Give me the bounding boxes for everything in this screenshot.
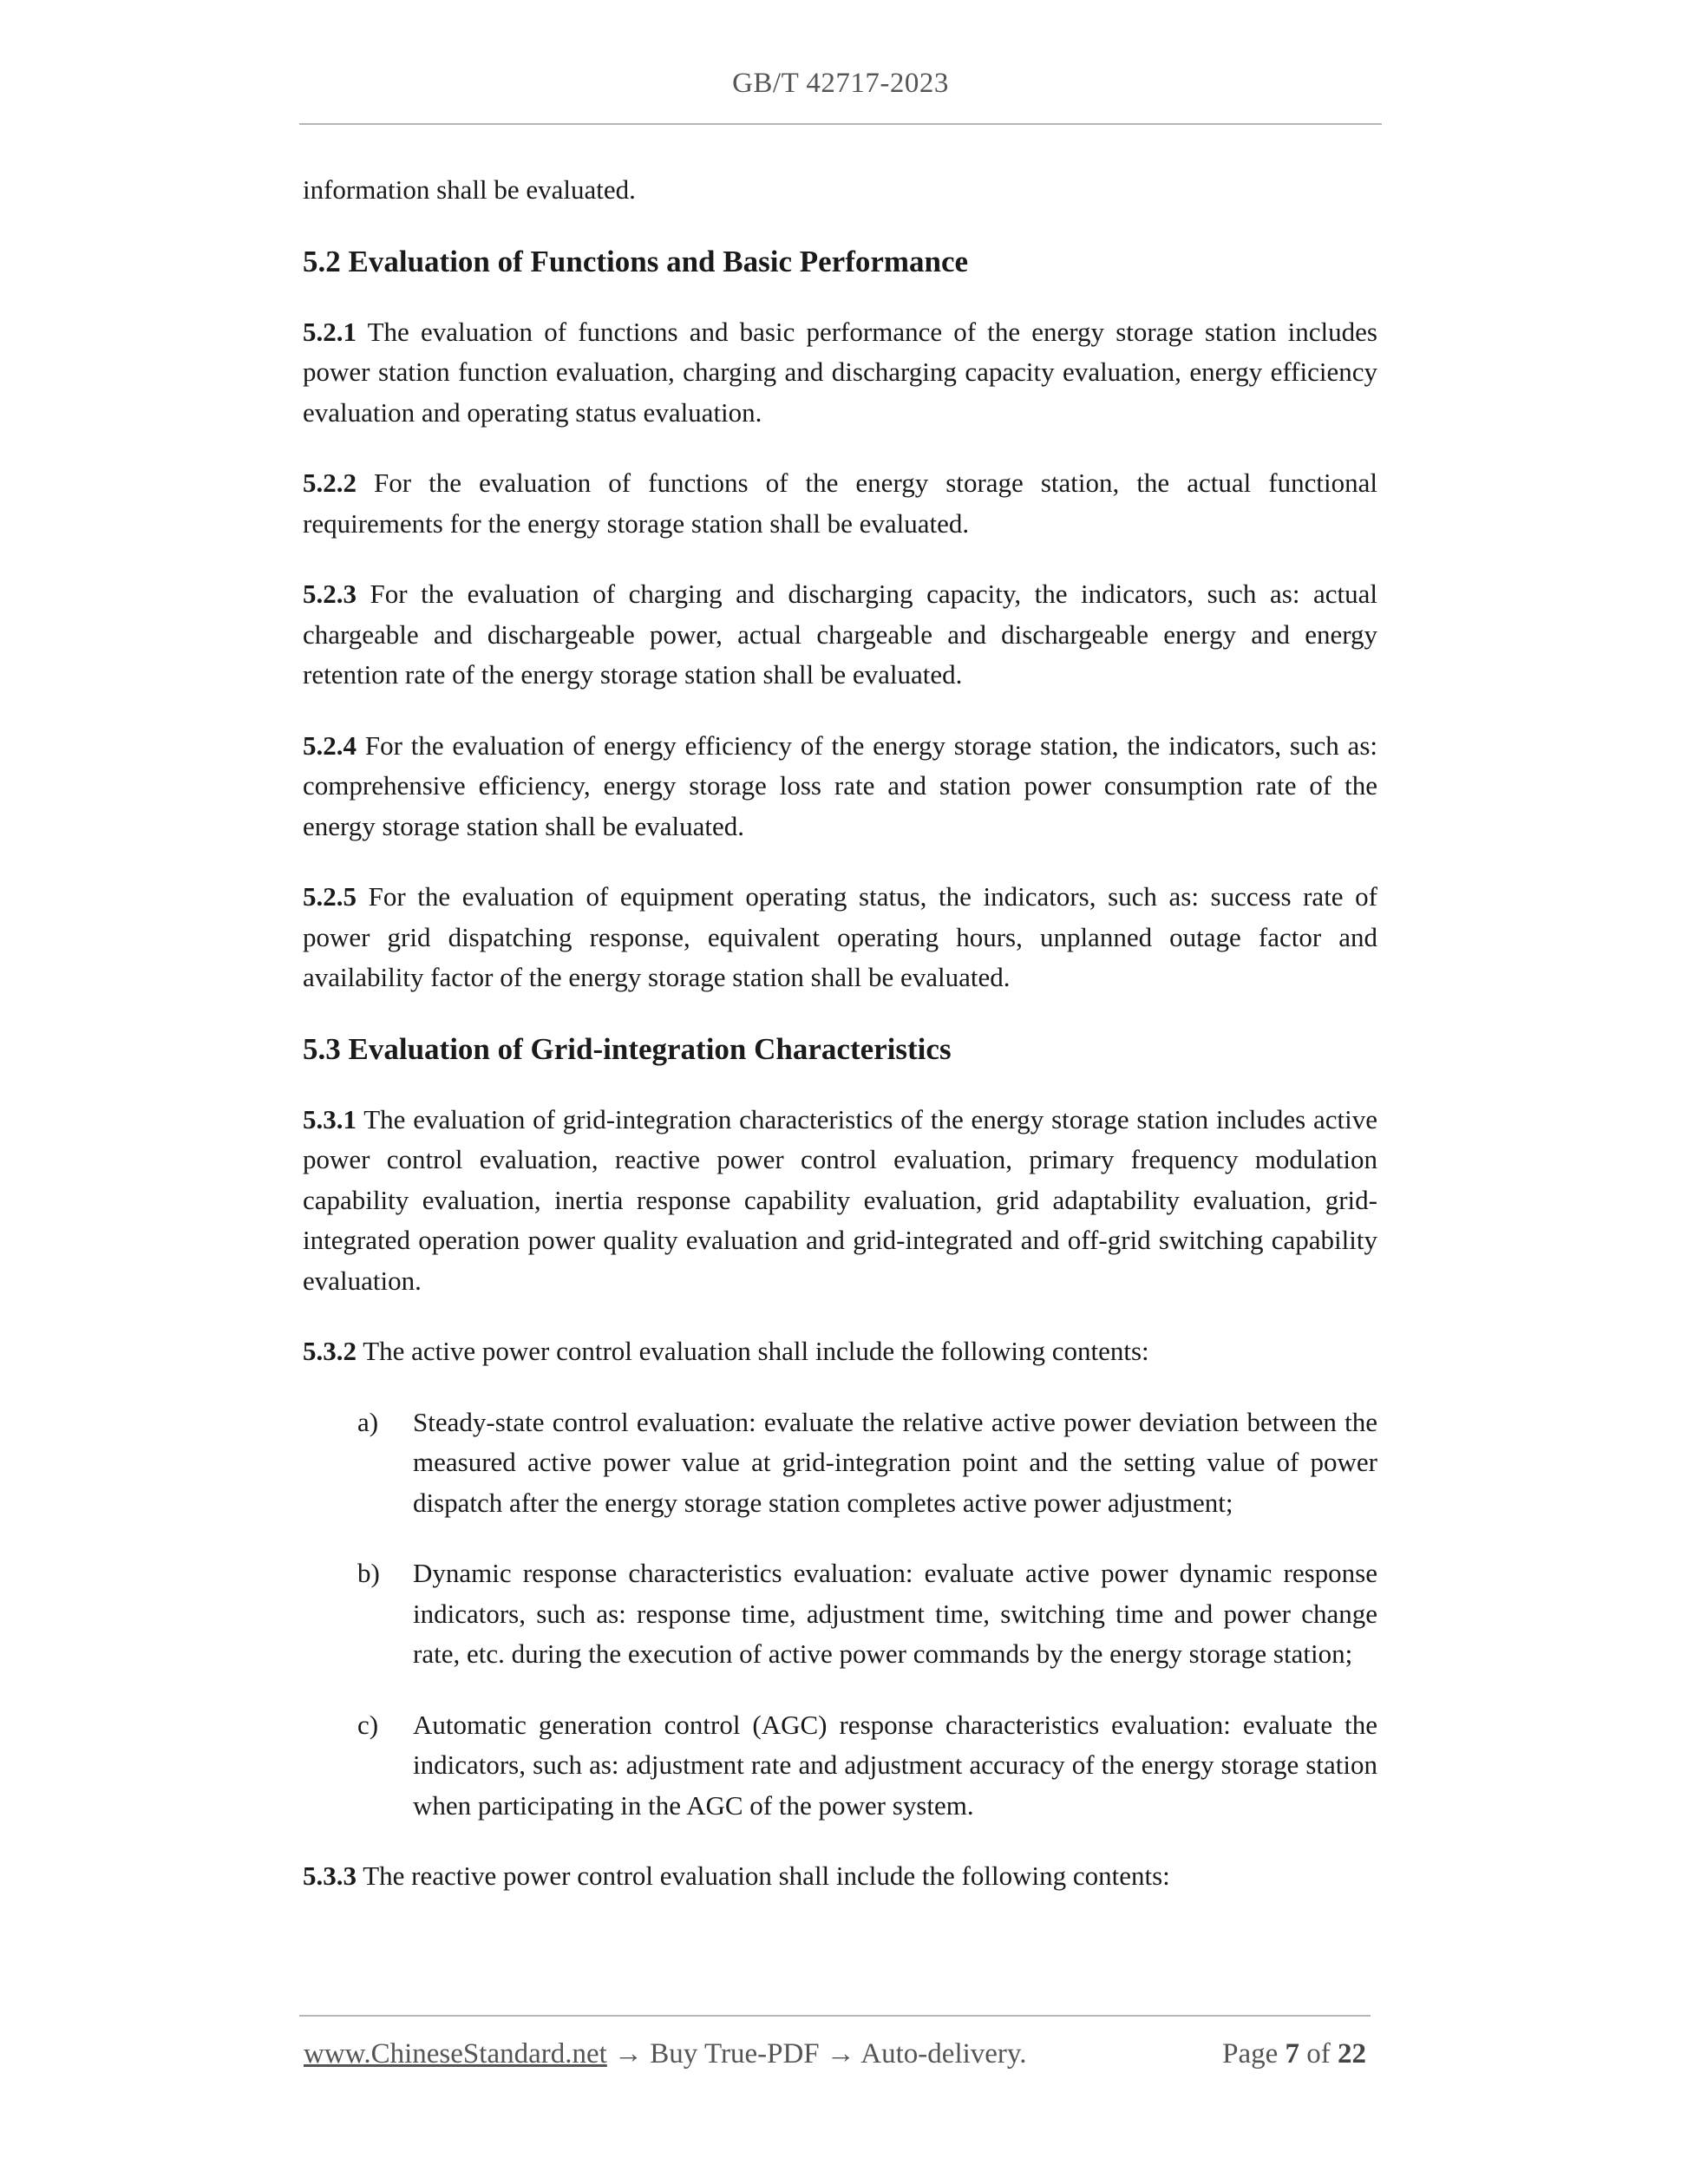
section-heading-5-3: 5.3 Evaluation of Grid-integration Characteristics <box>303 1031 952 1066</box>
clause-5-2-1 <box>303 312 1377 434</box>
clause-text: The reactive power control evaluation shall include the following contents: <box>357 1860 1170 1891</box>
clause-5-3-3 <box>303 1856 1377 1897</box>
clause-text: The evaluation of grid-integration characteristics of the energy storage station includes active power control evaluation, reactive power control evaluation, primary frequency modulation capability evaluation, inertia response capability evaluation, grid adaptability evaluation, grid-integrated operation power quality evaluation and grid-integrated and off-grid switching capability evaluation. <box>303 1103 1377 1296</box>
clause-number: 5.3.3 <box>303 1860 357 1891</box>
list-item <box>303 1705 1377 1827</box>
clause-5-2-4 <box>303 726 1377 847</box>
clause-text: For the evaluation of charging and discharging capacity, the indicators, such as: actual chargeable and dischargeable power, actual chargeable and dischargeable energy and energy retention rate of the energy storage station shall be evaluated. <box>303 579 1377 690</box>
page-current: 7 <box>1285 2038 1299 2070</box>
header-divider <box>299 123 1382 125</box>
list-item <box>303 1553 1377 1675</box>
list-marker: c) <box>357 1709 379 1740</box>
footer-promo <box>304 2038 1027 2070</box>
document-code-header: GB/T 42717-2023 <box>732 68 949 99</box>
promo-text: → Buy True-PDF → Auto-delivery. <box>606 2038 1027 2070</box>
list-item-text: Dynamic response characteristics evaluation: evaluate active power dynamic response indicators, such as: response time, adjustment time, switching time and power change rate, etc. during the execution of active power commands by the energy storage station; <box>413 1558 1377 1669</box>
continuation-text: information shall be evaluated. <box>303 174 636 205</box>
page-of-label: of <box>1299 2038 1338 2070</box>
footer-divider <box>299 2015 1371 2017</box>
clause-number: 5.2.4 <box>303 729 357 761</box>
clause-text: For the evaluation of functions of the energy storage station, the actual functional requirements for the energy storage station shall be evaluated. <box>303 468 1377 539</box>
page-label: Page <box>1222 2038 1286 2070</box>
page-total: 22 <box>1338 2038 1366 2070</box>
list-item <box>303 1403 1377 1524</box>
section-heading-5-2: 5.2 Evaluation of Functions and Basic Performance <box>303 244 969 278</box>
list-item-text: Automatic generation control (AGC) response characteristics evaluation: evaluate the indicators, such as: adjustment rate and adjustment accuracy of the energy storage station when participating in the AGC of the power system. <box>413 1709 1377 1821</box>
clause-number: 5.2.1 <box>303 316 357 347</box>
page-indicator <box>1222 2038 1366 2070</box>
clause-number: 5.2.2 <box>303 468 357 498</box>
clause-5-3-2 <box>303 1331 1377 1372</box>
clause-number: 5.3.1 <box>303 1103 357 1135</box>
website-link[interactable]: www.ChineseStandard.net <box>304 2038 607 2070</box>
clause-number: 5.3.2 <box>303 1336 357 1366</box>
clause-5-2-5 <box>303 877 1377 998</box>
clause-number: 5.2.3 <box>303 579 357 609</box>
clause-5-2-2 <box>303 463 1377 544</box>
clause-number: 5.2.5 <box>303 881 357 912</box>
clause-text: The evaluation of functions and basic performance of the energy storage station includes power station function evaluation, charging and discharging capacity evaluation, energy efficiency evaluation and operating status evaluation. <box>303 316 1377 428</box>
clause-text: For the evaluation of energy efficiency of the energy storage station, the indicators, such as: comprehensive efficiency, energy storage loss rate and station power consumption rate of the energy storage station shall be evaluated. <box>303 729 1377 841</box>
clause-text: The active power control evaluation shall include the following contents: <box>357 1336 1149 1366</box>
list-item-text: Steady-state control evaluation: evaluate the relative active power deviation between the measured active power value at grid-integration point and the setting value of power dispatch after the energy storage station completes active power adjustment; <box>413 1406 1377 1518</box>
list-marker: b) <box>357 1558 380 1588</box>
clause-text: For the evaluation of equipment operating status, the indicators, such as: success rate of power grid dispatching response, equivalent operating hours, unplanned outage factor and availability factor of the energy storage station shall be evaluated. <box>303 881 1377 992</box>
list-marker: a) <box>357 1406 379 1437</box>
clause-5-2-3 <box>303 574 1377 696</box>
clause-5-3-1 <box>303 1100 1377 1302</box>
page-content <box>303 170 1377 1927</box>
